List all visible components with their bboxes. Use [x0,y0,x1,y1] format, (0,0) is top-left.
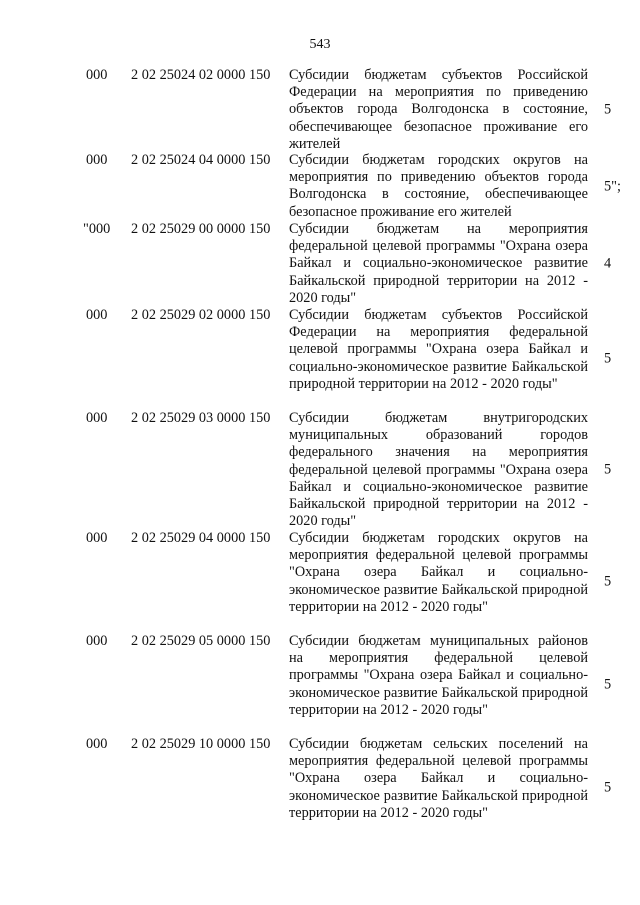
table-row [0,67,640,152]
table-row [0,307,640,410]
table-row [0,736,640,839]
row-description: Субсидии бюджетам городских округов на мероприятия федеральной целевой программы "Охрана озера Байкал и социально-экономическое развитие Байкальской природной территории на 2012 - 2020 годы" [289,530,588,615]
row-description: Субсидии бюджетам субъектов Российской Федерации на мероприятия федеральной целевой программы "Охрана озера Байкал и социально-экономическое развитие Байкальской природной территории на 2012 - 2020 годы" [289,307,588,392]
page-number: 543 [309,37,331,52]
budget-classification-code: 2 02 25029 04 0000 150 [131,530,271,546]
row-value: 5 [604,778,612,795]
admin-code: 000 [86,530,108,546]
admin-code: 000 [86,67,108,83]
row-description: Субсидии бюджетам внутригородских муниципальных образований городов федерального значения на мероприятия федеральной целевой программы "Охрана озера Байкал и социально-экономическое развитие Байкальской природной территории на 2012 - 2020 годы" [289,410,588,530]
row-description: Субсидии бюджетам городских округов на мероприятия по приведению объектов города Волгодонска в состояние, обеспечивающее безопасное проживание его жителей [289,152,588,220]
row-value: 5 [604,675,612,692]
row-description: Субсидии бюджетам субъектов Российской Федерации на мероприятия по приведению объектов города Волгодонска в состояние, обеспечивающее безопасное проживание его жителей [289,67,588,152]
admin-code: 000 [86,152,108,168]
table-row [0,530,640,633]
row-description: Субсидии бюджетам муниципальных районов на мероприятия федеральной целевой программы "Охрана озера Байкал и социально-экономическое развитие Байкальской природной территории на 2012 - 2020 годы" [289,633,588,718]
budget-classification-code: 2 02 25024 04 0000 150 [131,152,271,168]
row-description: Субсидии бюджетам на мероприятия федеральной целевой программы "Охрана озера Байкал и социально-экономическое развитие Байкальской природной территории на 2012 - 2020 годы" [289,221,588,306]
table-row [0,633,640,736]
budget-classification-code: 2 02 25029 02 0000 150 [131,307,271,323]
budget-code-table [0,67,640,839]
row-value: 5 [604,100,612,117]
budget-classification-code: 2 02 25024 02 0000 150 [131,67,271,83]
budget-classification-code: 2 02 25029 00 0000 150 [131,221,271,237]
row-description: Субсидии бюджетам сельских поселений на мероприятия федеральной целевой программы "Охрана озера Байкал и социально-экономическое развитие Байкальской природной территории на 2012 - 2020 годы" [289,736,588,821]
table-row [0,221,640,307]
budget-classification-code: 2 02 25029 03 0000 150 [131,410,271,426]
table-row [0,152,640,221]
admin-code: "000 [83,221,111,237]
admin-code: 000 [86,307,108,323]
budget-classification-code: 2 02 25029 10 0000 150 [131,736,271,752]
admin-code: 000 [86,736,108,752]
row-value: 4 [604,255,612,272]
row-value: 5 [604,461,612,478]
row-value: 5 [604,572,612,589]
table-row [0,410,640,530]
row-value: 5"; [604,177,621,194]
budget-classification-code: 2 02 25029 05 0000 150 [131,633,271,649]
admin-code: 000 [86,633,108,649]
admin-code: 000 [86,410,108,426]
row-value: 5 [604,349,612,366]
